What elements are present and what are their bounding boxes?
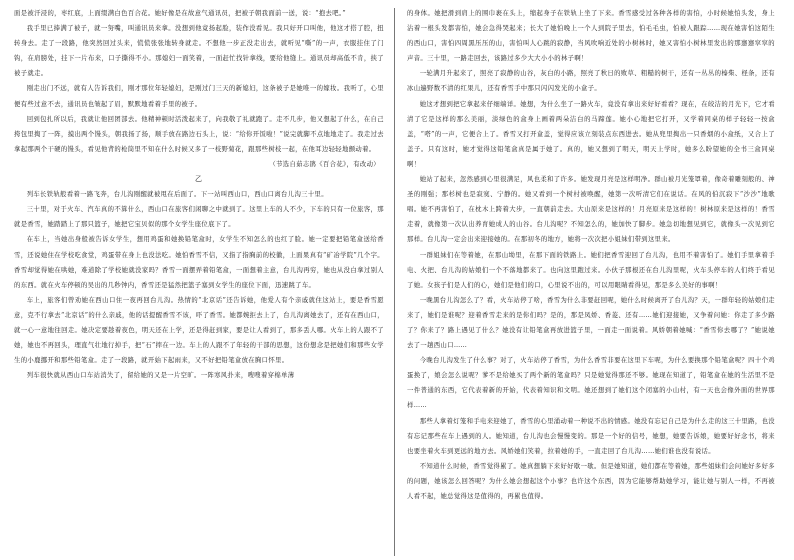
paragraph: 回到包扎所以后，我就让他回团部去。他精神顿时活泼起来了，向我敬了礼就跑了。走不几步，他又想起了什么，在自己挎包里掏了一阵，摸出两个馒头，朝我扬了扬，顺手放在路边石头上，说：“给你开饭啦！”说完就脚不点地地走了。我走过去拿起那两个干硬的馒头，看见他背的枪筒里不知在什么时候又多了一枝野菊花，跟那些树枝一起，在他耳边轻轻地颤动着。: [14, 115, 384, 153]
right-column: [395, 6, 775, 554]
paragraph: 面是被汗浸的，枣红底，上面缀满白色百合花。她好像是在故意气通讯员，把被子朝我面前一送，说：“抱去吧。”: [14, 10, 347, 17]
paragraph: 不知道什么时候，香雪觉得累了。她真想躺下来好好歇一歇。但是她知道，她们都在等着她，那些姐妹们会问她好多好多的问题，她该怎么回答呢？为什么她会想起这个小事？也许这个东西，因为它能够帮助她学习，能让她与别人一样，不再被人看不起，她总觉得这是值得的，再累也值得。: [407, 462, 775, 500]
source-citation: （节选自茹志鹃《百合花》，有改动）: [269, 160, 380, 168]
paragraph: 刚走出门不远，就有人告诉我们，刚才那位年轻媳妇，是刚过门三天的新媳妇，这条被子是她唯一的嫁妆。我听了，心里便有些过意不去，通讯员也皱起了眉，默默地看着手里的被子。: [14, 85, 384, 108]
paragraph: 在车上，当她出身般被告诉女学生，想用鸡蛋和她换铅笔盒时，女学生不知怎么的也红了脸。她一定要把铅笔盒送给香雪，还说她住在学校吃食堂，鸡蛋带在身上也没法吃。她怕香雪不信，又指了指胸前的校徽，上面果真有“矿冶学院”几个字。香雪却觉得她在哄她，难道除了学校她就没家吗？香雪一面摆弄着铅笔盒，一面想着主意，台儿沟再穷，她也从没白拿过别人的东西。就在火车停顿的吴出的几秒钟内，香雪还是猛然把篮子塞到女学生的座位下面，迅速跳了车。: [14, 236, 384, 289]
paragraph: 一轮满月升起来了，照亮了寂静的山谷，灰白的小路，照亮了秋日的败草、粗糙的树干，还有一丛丛的榛柴、柽条，还有冰山遍野数不清的红果儿，还有香雪手中那只闪闪发光的小盒子。: [407, 70, 775, 93]
paragraph: 车上，旅客们曾劝她在西山口住一夜再回台儿沟。热情的“北京话”还告诉她，他爱人有个亲戚就住这站上，要是香雪愿意，克不行拿去“北京话”的什么亲戚，他的话提醒香雪不该，吓了香雪。她都婉拒去上了，台儿沟离她去了，还有在西山口，就一心一意地往回走。她决定要趁着夜色，明天还在上学，还是得赶到家，要是让人看到了，那多丢人哪。火车上的人跟不了她，她也不再回头，理直气壮地行掉手，把“石”摔在一边。车上的人跟不了年轻的干部的思想，这份想念是把她们和那些女学生的小鹿挪开和那些铅笔盒。走了一段路，就开始下起雨来，又不好把铅笔盒放在胸口怀里。: [14, 296, 384, 365]
paragraph: 一晚黑台儿沟怎么了？看，火车站停了啥，香雪为什么非要赶回呢，她什么时候离开了台儿沟？天，一群年轻的姑娘们走来了，她们是谁呢？迎着香雪走来的是你们吗？是的，那是凤娇、香菱、还有……她们迎接她，又争着问她：你走了多少路了？你来了？路上遇见了什么？她没有让铅笔盒再放进篮子里，一面走一面说着。风娇朝着她喊：“香雪你去哪了？”她说她去了一趟西山口……: [407, 296, 775, 350]
left-column: [14, 6, 394, 554]
paragraph: 那些人拿着灯笼和手电来迎她了，香雪的心里涌动着一种说不出的情感。她没有忘记自己是为什么走的这三十里路，也没有忘记那些在车上遇到的人。她知道，台儿沟也会慢慢变的。那是一个好的信号，她想，她要告诉娘，她要好好念书，将来也要坐着火车到更远的地方去。风娇她们笑着，拉着她的手，一直走回了台儿沟……她们谁也没有说话。: [407, 417, 775, 455]
paragraph: 她站了起来，忽然感到心里很满足，风也柔和了许多。她发现月亮是这样明净。群山被月光笼罩着，像奇着雕刻般的、神圣的刚强；那杉树也是寂寞、宁静的。她又看到一个树村被唤醒，她第一次听清它们在说话。在风的伯沉寂下“沙沙”地歌唱。她不再害怕了，在枕木上跨着大步，一直朝前走去。大山原来是这样的！月亮原来是这样的！树林原来是这样的！香雪走着，就像第一次认出养育她成人的山谷。台儿沟呢？不知怎么的，她加快了脚步。她急切地想见到它，就像头一次见到它那样。台儿沟一定会出来迎接她的。在那初冬的地方，她将一次次把小姐妹们带到这里来。: [407, 176, 775, 244]
paragraph: 列车很快就从西山口车站消失了，留给她的又是一片空旷。一阵寒风扑来，嗖嗖着穿棉单薄: [26, 372, 295, 380]
paragraph: 的身体。她把滑到肩上的围巾裹在头上，缩起身子在铁轨上坐了下来。香雪感受过各种各样的害怕，小时候她怕头发，身上沾着一根头发都害怕，她会急得哭起来；长大了她怕晚上一个人到院子里去，怕毛毛虫，怕被人跟踪……现在她害怕这陌生的西山口，害怕四周黑压压的山，害怕叫人心跳的寂静，当风吹响近处的小树林时，她又害怕小树林里发出的那窸窸窣窣的声音。三十里，一路走回去，该路过多少大大小小的林子啊！: [407, 10, 775, 63]
paragraph: 她这才想到把它拿起来仔细端详。她想，为什么坐了一路火车，竟没有拿出来好好看看？现在，在皎洁的月光下，它才看清了它是这样的那么美丽，淡绿色的盒身上画着两朵洁白的马蹄莲。她小心地把它打开，又学着同桌的样子轻轻一按盒盖，“嗒”的一声，它便合上了。香雪又打开盒盖，觉得应该立刻装点东西进去。她从兜里掏出一只香烟的小盒纸，又合上了盖子。只有这时，她才觉得这铅笔盒真是属于她了。真的，她又想到了明天，明天上学时，她多么盼望她的全书三盒同桌啊！: [407, 100, 775, 168]
paragraph: 今晚台儿沟发生了什么事？对了，火车站停了香雪，为什么香雪非要在这里下车呢，为什么要换那个铅笔盒呢？四十个鸡蛋换了，娘会怎么说呢？爹不是给她买了两个新的笔盒吗？只是她觉得那还不够。她现在知道了，铅笔盒在她的生活里不是一件普通的东西，它代表着新的开始，代表着知识和文明。她还想到了她们这个闭塞的小山村，有一天也会像外面的世界那样……: [407, 357, 775, 410]
paragraph: 列车长铁轨般看着一路飞奔，台儿沟刚醒就被甩在后面了。下一站叫西山口，西山口离台儿沟三十里。: [26, 191, 328, 199]
paragraph: 一群姐妹们在等着她，在那山坳里，在那下面的铁路上。她们把香雪迎回了台儿沟，也用不着害怕了。她们手里拿着手电、火把、台儿沟的姑娘们一个不落地都来了。也向这里跑过来。小伙子那根还在台儿沟里呢，火车头停车的人们终于看见了她。女孩子们是人们的心，她们是他们的口，心里说不出的，可以用眼睛看得见，那是多么美好的事啊！: [407, 251, 775, 289]
section-marker: 乙: [195, 175, 203, 184]
paragraph: 我手里已捧满了被子，就一努嘴，叫通讯员来拿。没想到他竟扬起脸，装作没看见。我只好开口叫他，他这才搭了腔，扭转身去。走了一段路，他突然回过头来，慌慌张张地转身就走。不想他一步正没走出去，就听见“嘶”的一声，衣服挂住了门钩，在肩膀处，挂下一片布来，口子撕得不小。那媳妇一面笑着，一面赶忙找针拿线，要给他缝上。通讯员却高低不肯，挟了被子就走。: [14, 25, 384, 78]
paragraph: 三十里，对于火车、汽车真的不算什么，西山口在旅客们闲聊之中就到了。这里上车的人不少，下车的只有一位旅客，那就是香雪，她踏踏上了那只篮子，她把它宝贝似的那个女学生座位底下了。: [14, 206, 384, 229]
